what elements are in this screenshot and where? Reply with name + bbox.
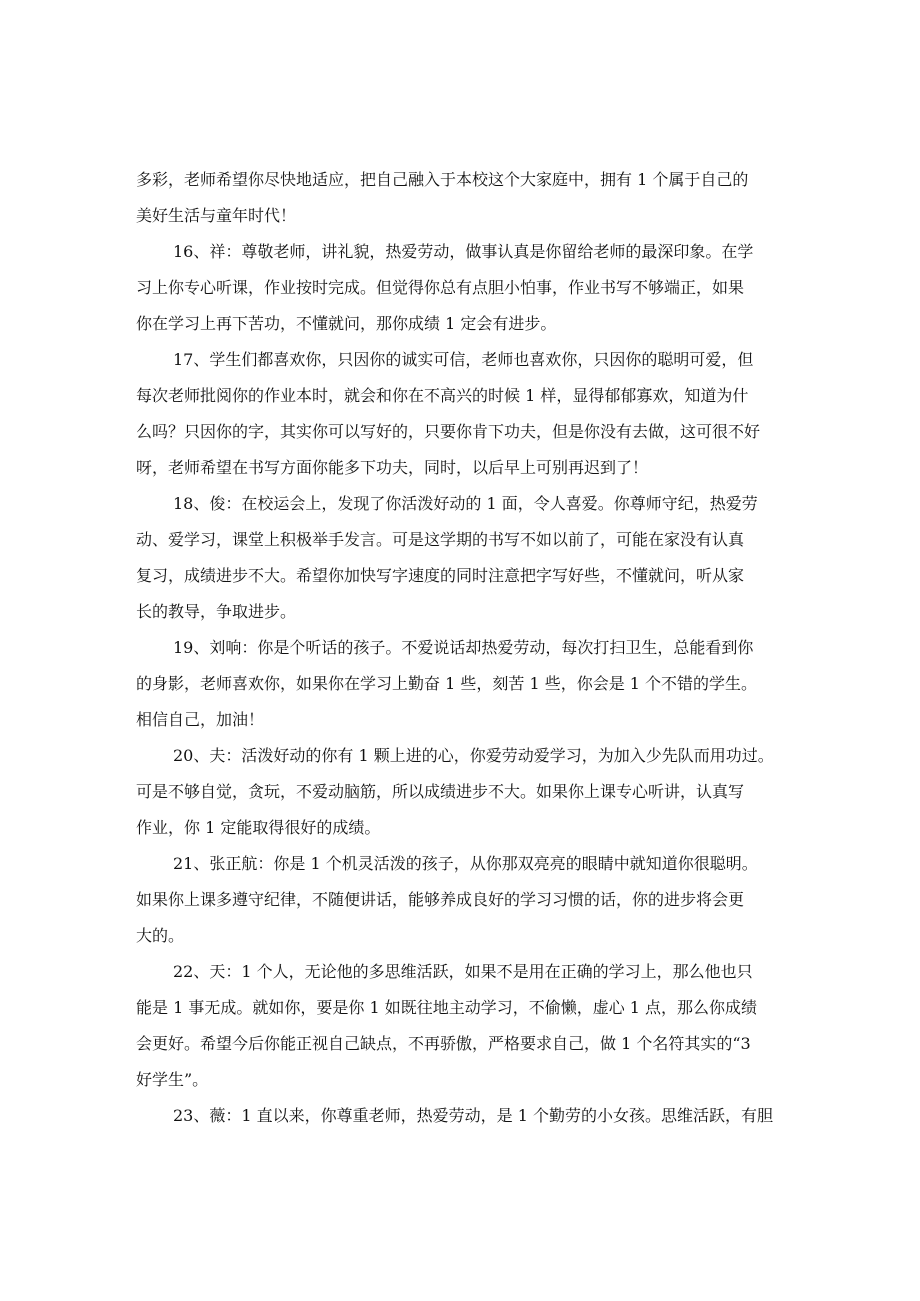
paragraph-comment-18 xyxy=(136,486,790,630)
text-line: 23、薇：1 直以来，你尊重老师，热爱劳动，是 1 个勤劳的小女孩。思维活跃，有胆 xyxy=(173,1106,773,1125)
text-line: 22、天：1 个人，无论他的多思维活跃，如果不是用在正确的学习上，那么他也只 xyxy=(173,962,753,981)
text-line: 作业，你 1 定能取得很好的成绩。 xyxy=(136,818,381,837)
text-line: 相信自己，加油！ xyxy=(136,710,265,729)
paragraph-continuation xyxy=(136,162,790,234)
paragraph-comment-20 xyxy=(136,738,790,846)
text-line: 20、夫：活泼好动的你有 1 颗上进的心，你爱劳动爱学习，为加入少先队而用功过。 xyxy=(173,746,774,765)
text-line: 21、张正航：你是 1 个机灵活泼的孩子，从你那双亮亮的眼睛中就知道你很聪明。 xyxy=(173,854,758,873)
text-line: 你在学习上再下苦功，不懂就问，那你成绩 1 定会有进步。 xyxy=(136,314,557,333)
text-line: 好学生”。 xyxy=(136,1070,209,1089)
paragraph-comment-21 xyxy=(136,846,790,954)
text-line: 17、学生们都喜欢你，只因你的诚实可信，老师也喜欢你，只因你的聪明可爱，但 xyxy=(173,350,754,369)
paragraph-comment-17 xyxy=(136,342,790,486)
document-body xyxy=(136,162,790,1134)
text-line: 长的教导，争取进步。 xyxy=(136,602,297,621)
text-line: 么吗？只因你的字，其实你可以写好的，只要你肯下功夫，但是你没有去做，这可很不好 xyxy=(136,422,761,441)
text-line: 18、俊：在校运会上，发现了你活泼好动的 1 面，令人喜爱。你尊师守纪，热爱劳 xyxy=(173,494,758,513)
text-line: 呀，老师希望在书写方面你能多下功夫，同时，以后早上可别再迟到了！ xyxy=(136,458,649,477)
text-line: 多彩，老师希望你尽快地适应，把自己融入于本校这个大家庭中，拥有 1 个属于自己的 xyxy=(136,170,749,189)
text-line: 能是 1 事无成。就如你，要是你 1 如既往地主动学习，不偷懒，虚心 1 点，那么你成绩 xyxy=(136,998,758,1017)
text-line: 大的。 xyxy=(136,926,185,945)
text-line: 美好生活与童年时代！ xyxy=(136,206,297,225)
paragraph-comment-23 xyxy=(136,1098,790,1134)
paragraph-comment-19 xyxy=(136,630,790,738)
paragraph-comment-16 xyxy=(136,234,790,342)
paragraph-comment-22 xyxy=(136,954,790,1098)
text-line: 16、祥：尊敬老师，讲礼貌，热爱劳动，做事认真是你留给老师的最深印象。在学 xyxy=(173,242,754,261)
text-line: 动、爱学习，课堂上积极举手发言。可是这学期的书写不如以前了，可能在家没有认真 xyxy=(136,530,745,549)
text-line: 会更好。希望今后你能正视自己缺点，不再骄傲，严格要求自己，做 1 个名符其实的“3 xyxy=(136,1034,751,1053)
text-line: 19、刘响：你是个听话的孩子。不爱说话却热爱劳动，每次打扫卫生，总能看到你 xyxy=(173,638,754,657)
text-line: 复习，成绩进步不大。希望你加快写字速度的同时注意把字写好些，不懂就问，听从家 xyxy=(136,566,745,585)
text-line: 的身影，老师喜欢你，如果你在学习上勤奋 1 些，刻苦 1 些，你会是 1 个不错的学生。 xyxy=(136,674,758,693)
text-line: 如果你上课多遵守纪律，不随便讲话，能够养成良好的学习习惯的话，你的进步将会更 xyxy=(136,890,745,909)
text-line: 习上你专心听课，作业按时完成。但觉得你总有点胆小怕事，作业书写不够端正，如果 xyxy=(136,278,745,297)
text-line: 每次老师批阅你的作业本时，就会和你在不高兴的时候 1 样，显得郁郁寡欢，知道为什 xyxy=(136,386,749,405)
text-line: 可是不够自觉，贪玩，不爱动脑筋，所以成绩进步不大。如果你上课专心听讲，认真写 xyxy=(136,782,745,801)
